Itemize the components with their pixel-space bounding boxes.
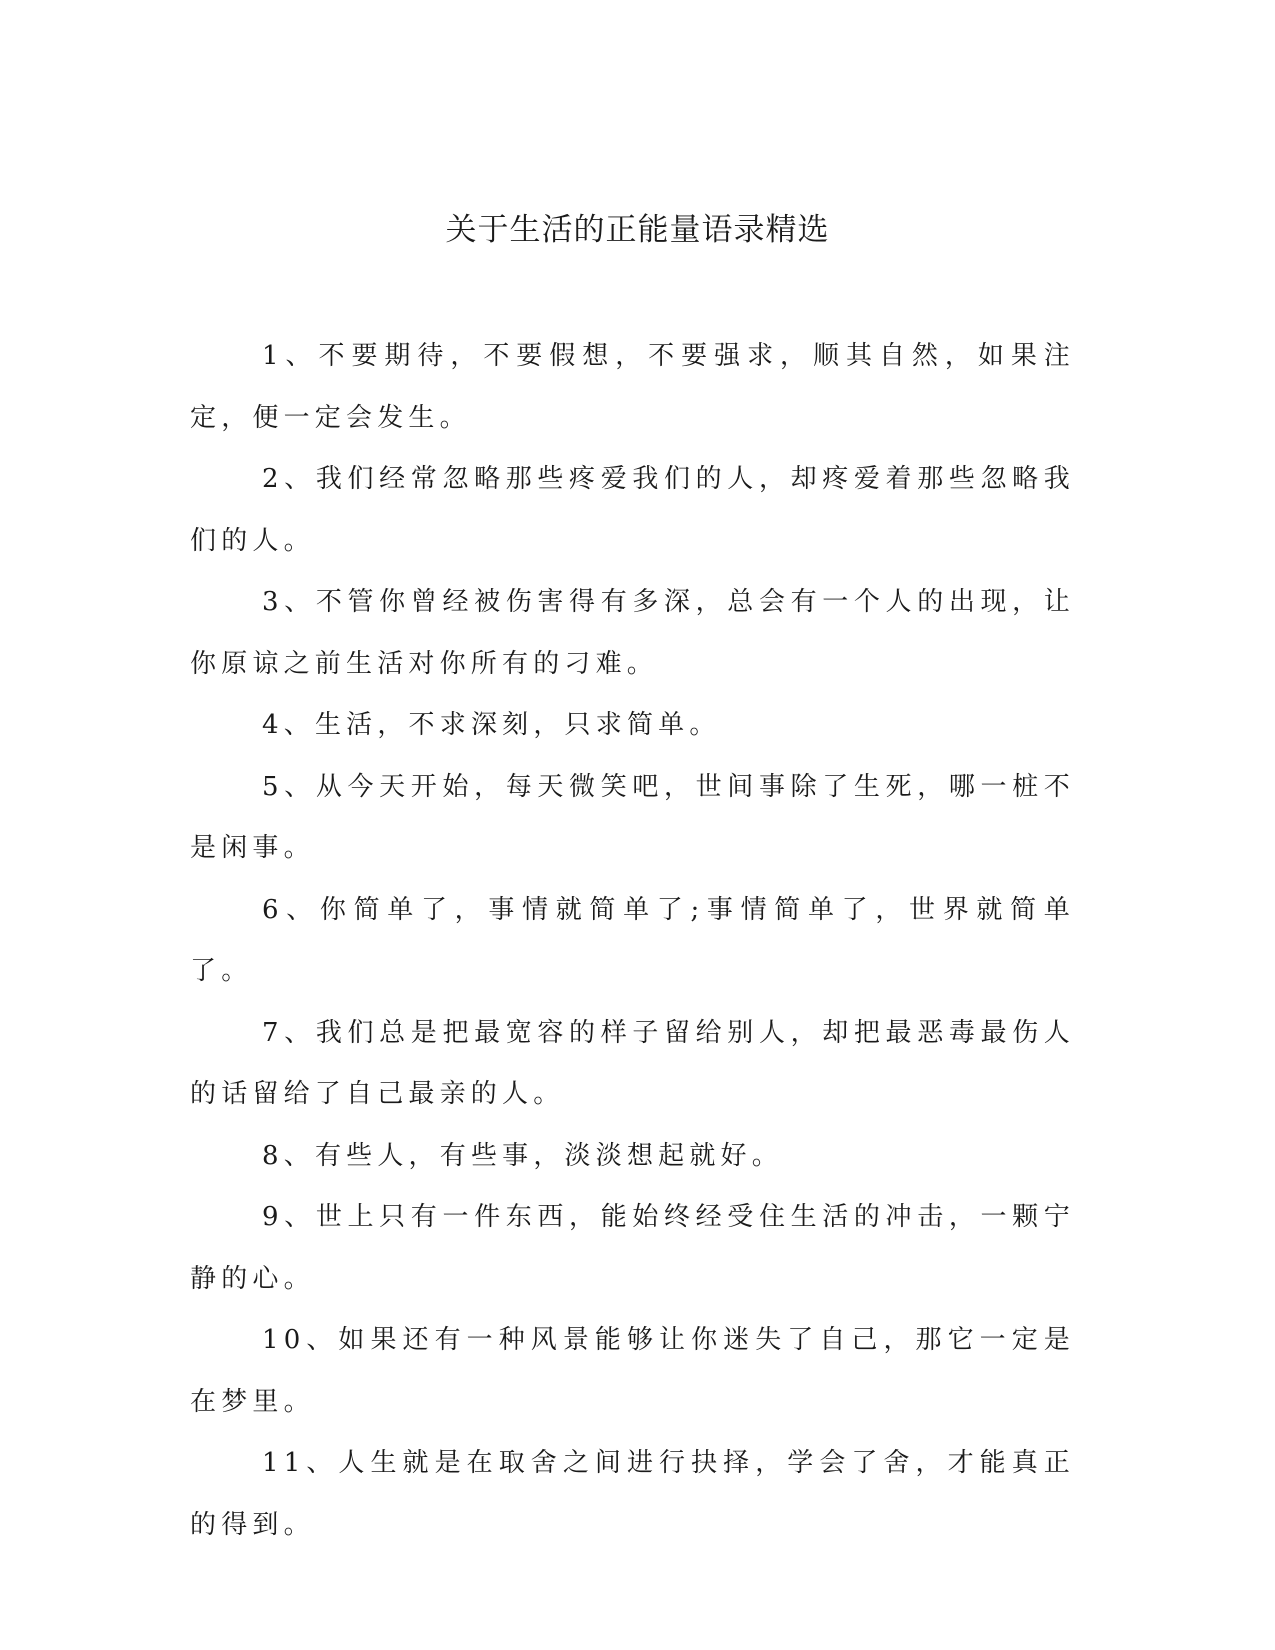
quote-item: 9、世上只有一件东西，能始终经受住生活的冲击，一颗宁静的心。 — [190, 1202, 1075, 1294]
quote-item: 3、不管你曾经被伤害得有多深，总会有一个人的出现，让你原谅之前生活对你所有的刁难。 — [190, 587, 1075, 679]
document-title: 关于生活的正能量语录精选 — [445, 212, 830, 248]
quote-item: 8、有些人，有些事，淡淡想起就好。 — [262, 1140, 783, 1171]
quote-list — [190, 326, 1075, 1556]
quote-item: 11、人生就是在取舍之间进行抉择，学会了舍，才能真正的得到。 — [190, 1448, 1075, 1540]
quote-item: 10、如果还有一种风景能够让你迷失了自己，那它一定是在梦里。 — [190, 1325, 1075, 1417]
quote-item: 4、生活，不求深刻，只求简单。 — [262, 710, 721, 740]
quote-item: 2、我们经常忽略那些疼爱我们的人，却疼爱着那些忽略我们的人。 — [190, 464, 1075, 556]
quote-item: 5、从今天开始，每天微笑吧，世间事除了生死，哪一桩不是闲事。 — [190, 771, 1075, 863]
quote-item: 6、你简单了，事情就简单了;事情简单了，世界就简单了。 — [190, 894, 1075, 986]
quote-item: 7、我们总是把最宽容的样子留给别人，却把最恶毒最伤人的话留给了自己最亲的人。 — [190, 1017, 1075, 1109]
quote-item: 1、不要期待，不要假想，不要强求，顺其自然，如果注定，便一定会发生。 — [190, 341, 1075, 433]
